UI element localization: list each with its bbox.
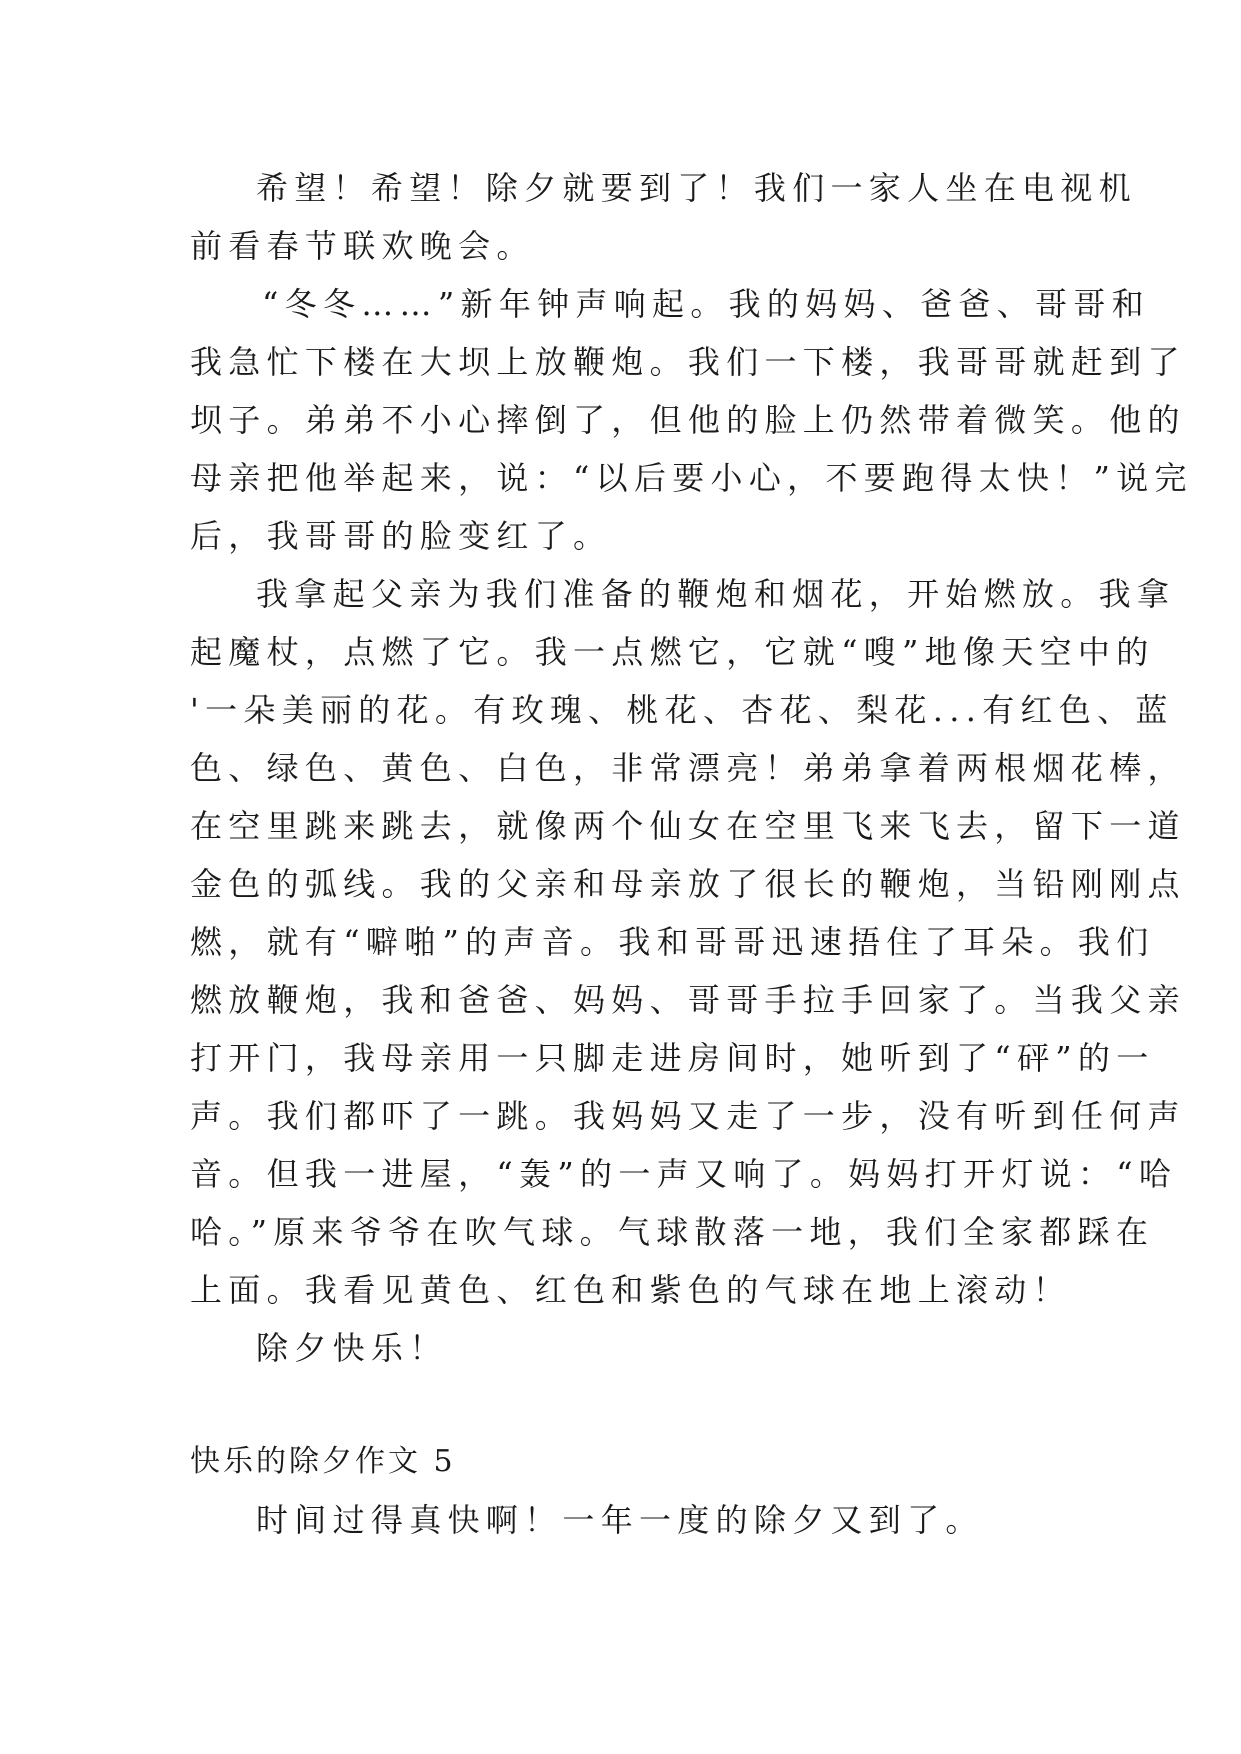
paragraph-line: “冬冬……”新年钟声响起。我的妈妈、爸爸、哥哥和 xyxy=(262,285,1150,323)
paragraph-line: 前看春节联欢晚会。 xyxy=(190,227,535,265)
paragraph-line: 在空里跳来跳去，就像两个仙女在空里飞来飞去，留下一道 xyxy=(190,807,1186,845)
section-heading: 快乐的除夕作文 5 xyxy=(190,1444,456,1479)
paragraph-line: 我拿起父亲为我们准备的鞭炮和烟花，开始燃放。我拿 xyxy=(256,575,1176,613)
paragraph-line: 我急忙下楼在大坝上放鞭炮。我们一下楼，我哥哥就赶到了 xyxy=(190,343,1186,381)
paragraph-line: '一朵美丽的花。有玫瑰、桃花、杏花、梨花...有红色、蓝 xyxy=(190,691,1174,729)
paragraph-line: 除夕快乐！ xyxy=(256,1329,448,1367)
paragraph-line: 燃，就有“噼啪”的声音。我和哥哥迅速捂住了耳朵。我们 xyxy=(190,923,1155,961)
paragraph-line: 色、绿色、黄色、白色，非常漂亮！弟弟拿着两根烟花棒， xyxy=(190,749,1186,787)
paragraph-line: 哈。”原来爷爷在吹气球。气球散落一地，我们全家都踩在 xyxy=(190,1213,1155,1251)
paragraph-line: 音。但我一进屋，“轰”的一声又响了。妈妈打开灯说：“哈 xyxy=(190,1155,1178,1193)
paragraph-line: 母亲把他举起来，说：“以后要小心，不要跑得太快！”说完 xyxy=(190,459,1193,497)
paragraph-line: 坝子。弟弟不小心摔倒了，但他的脸上仍然带着微笑。他的 xyxy=(190,401,1186,439)
paragraph-line: 声。我们都吓了一跳。我妈妈又走了一步，没有听到任何声 xyxy=(190,1097,1186,1135)
paragraph-line: 起魔杖，点燃了它。我一点燃它，它就“嗖”地像天空中的 xyxy=(190,633,1155,671)
paragraph-line: 金色的弧线。我的父亲和母亲放了很长的鞭炮，当铅刚刚点 xyxy=(190,865,1186,903)
paragraph-line: 希望！希望！除夕就要到了！我们一家人坐在电视机 xyxy=(256,169,1137,207)
paragraph-line: 燃放鞭炮，我和爸爸、妈妈、哥哥手拉手回家了。当我父亲 xyxy=(190,981,1186,1019)
paragraph-line: 打开门，我母亲用一只脚走进房间时，她听到了“砰”的一 xyxy=(190,1039,1155,1077)
paragraph-line: 后，我哥哥的脸变红了。 xyxy=(190,517,612,555)
paragraph-line: 时间过得真快啊！一年一度的除夕又到了。 xyxy=(256,1501,984,1539)
paragraph-line: 上面。我看见黄色、红色和紫色的气球在地上滚动！ xyxy=(190,1271,1071,1309)
